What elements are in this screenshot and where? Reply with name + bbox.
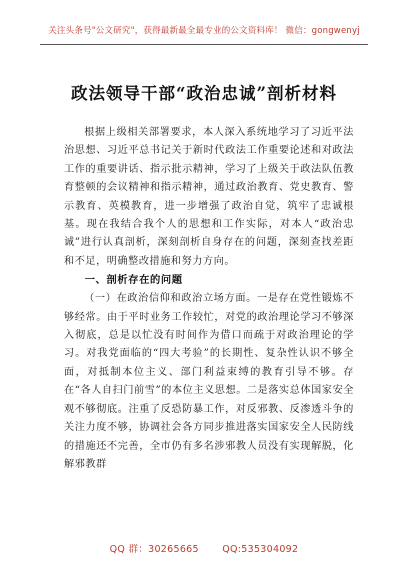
section-paragraph: （一）在政治信仰和政治立场方面。一是存在党性锻炼不够经常。由于平时业务工作较忙，对党的政治理论学习不够深入彻底，总是以忙没有时间作为借口而疏于对政治理论的学习。对我党面临的“四大考验”的长期性、复杂性认识不够全面，对抵制本位主义、部门利益束缚的教育引导不够。存在“各人自扫门前雪”的本位主义思想。二是落实总体国家安全观不够彻底。注重了反恐防暴工作，对反邪教、反渗透斗争的关注力度不够，协调社会各方同步推进落实国家安全人民防线的措施还不完善，全市仍有多名涉邪教人员没有实现解脱，化解邪教群 — [64, 293, 354, 470]
footer-qq-group: QQ 群：30265665 — [109, 544, 199, 555]
footer-contacts — [0, 541, 408, 555]
header-note: 关注头条号"公文研究"，获得最新最全最专业的公文资料库！ 微信：gongwenyj — [48, 26, 360, 36]
section-heading: 一、剖析存在的问题 — [84, 274, 183, 287]
footer-qq-number: QQ:535304092 — [222, 544, 299, 555]
header-divider — [40, 44, 368, 45]
document-title: 政法领导干部“政治忠诚”剖析材料 — [71, 84, 337, 103]
intro-paragraph: 根据上级相关部署要求，本人深入系统地学习了习近平法治思想、习近平总书记关于新时代政法工作重要论述和对政法工作的重要讲话、指示批示精神，学习了上级关于政法队伍教育整顿的会议精神和指示精神，通过政治教育、党史教育、警示教育、英模教育，进一步增强了政治自觉，筑牢了忠诚根基。现在我结合我个人的思想和工作实际，对本人“政治忠诚”进行认真剖析，深刻剖析自身存在的问题，深刻查找差距和不足，明确整改措施和努力方向。 — [64, 127, 354, 267]
document-body — [64, 124, 354, 474]
